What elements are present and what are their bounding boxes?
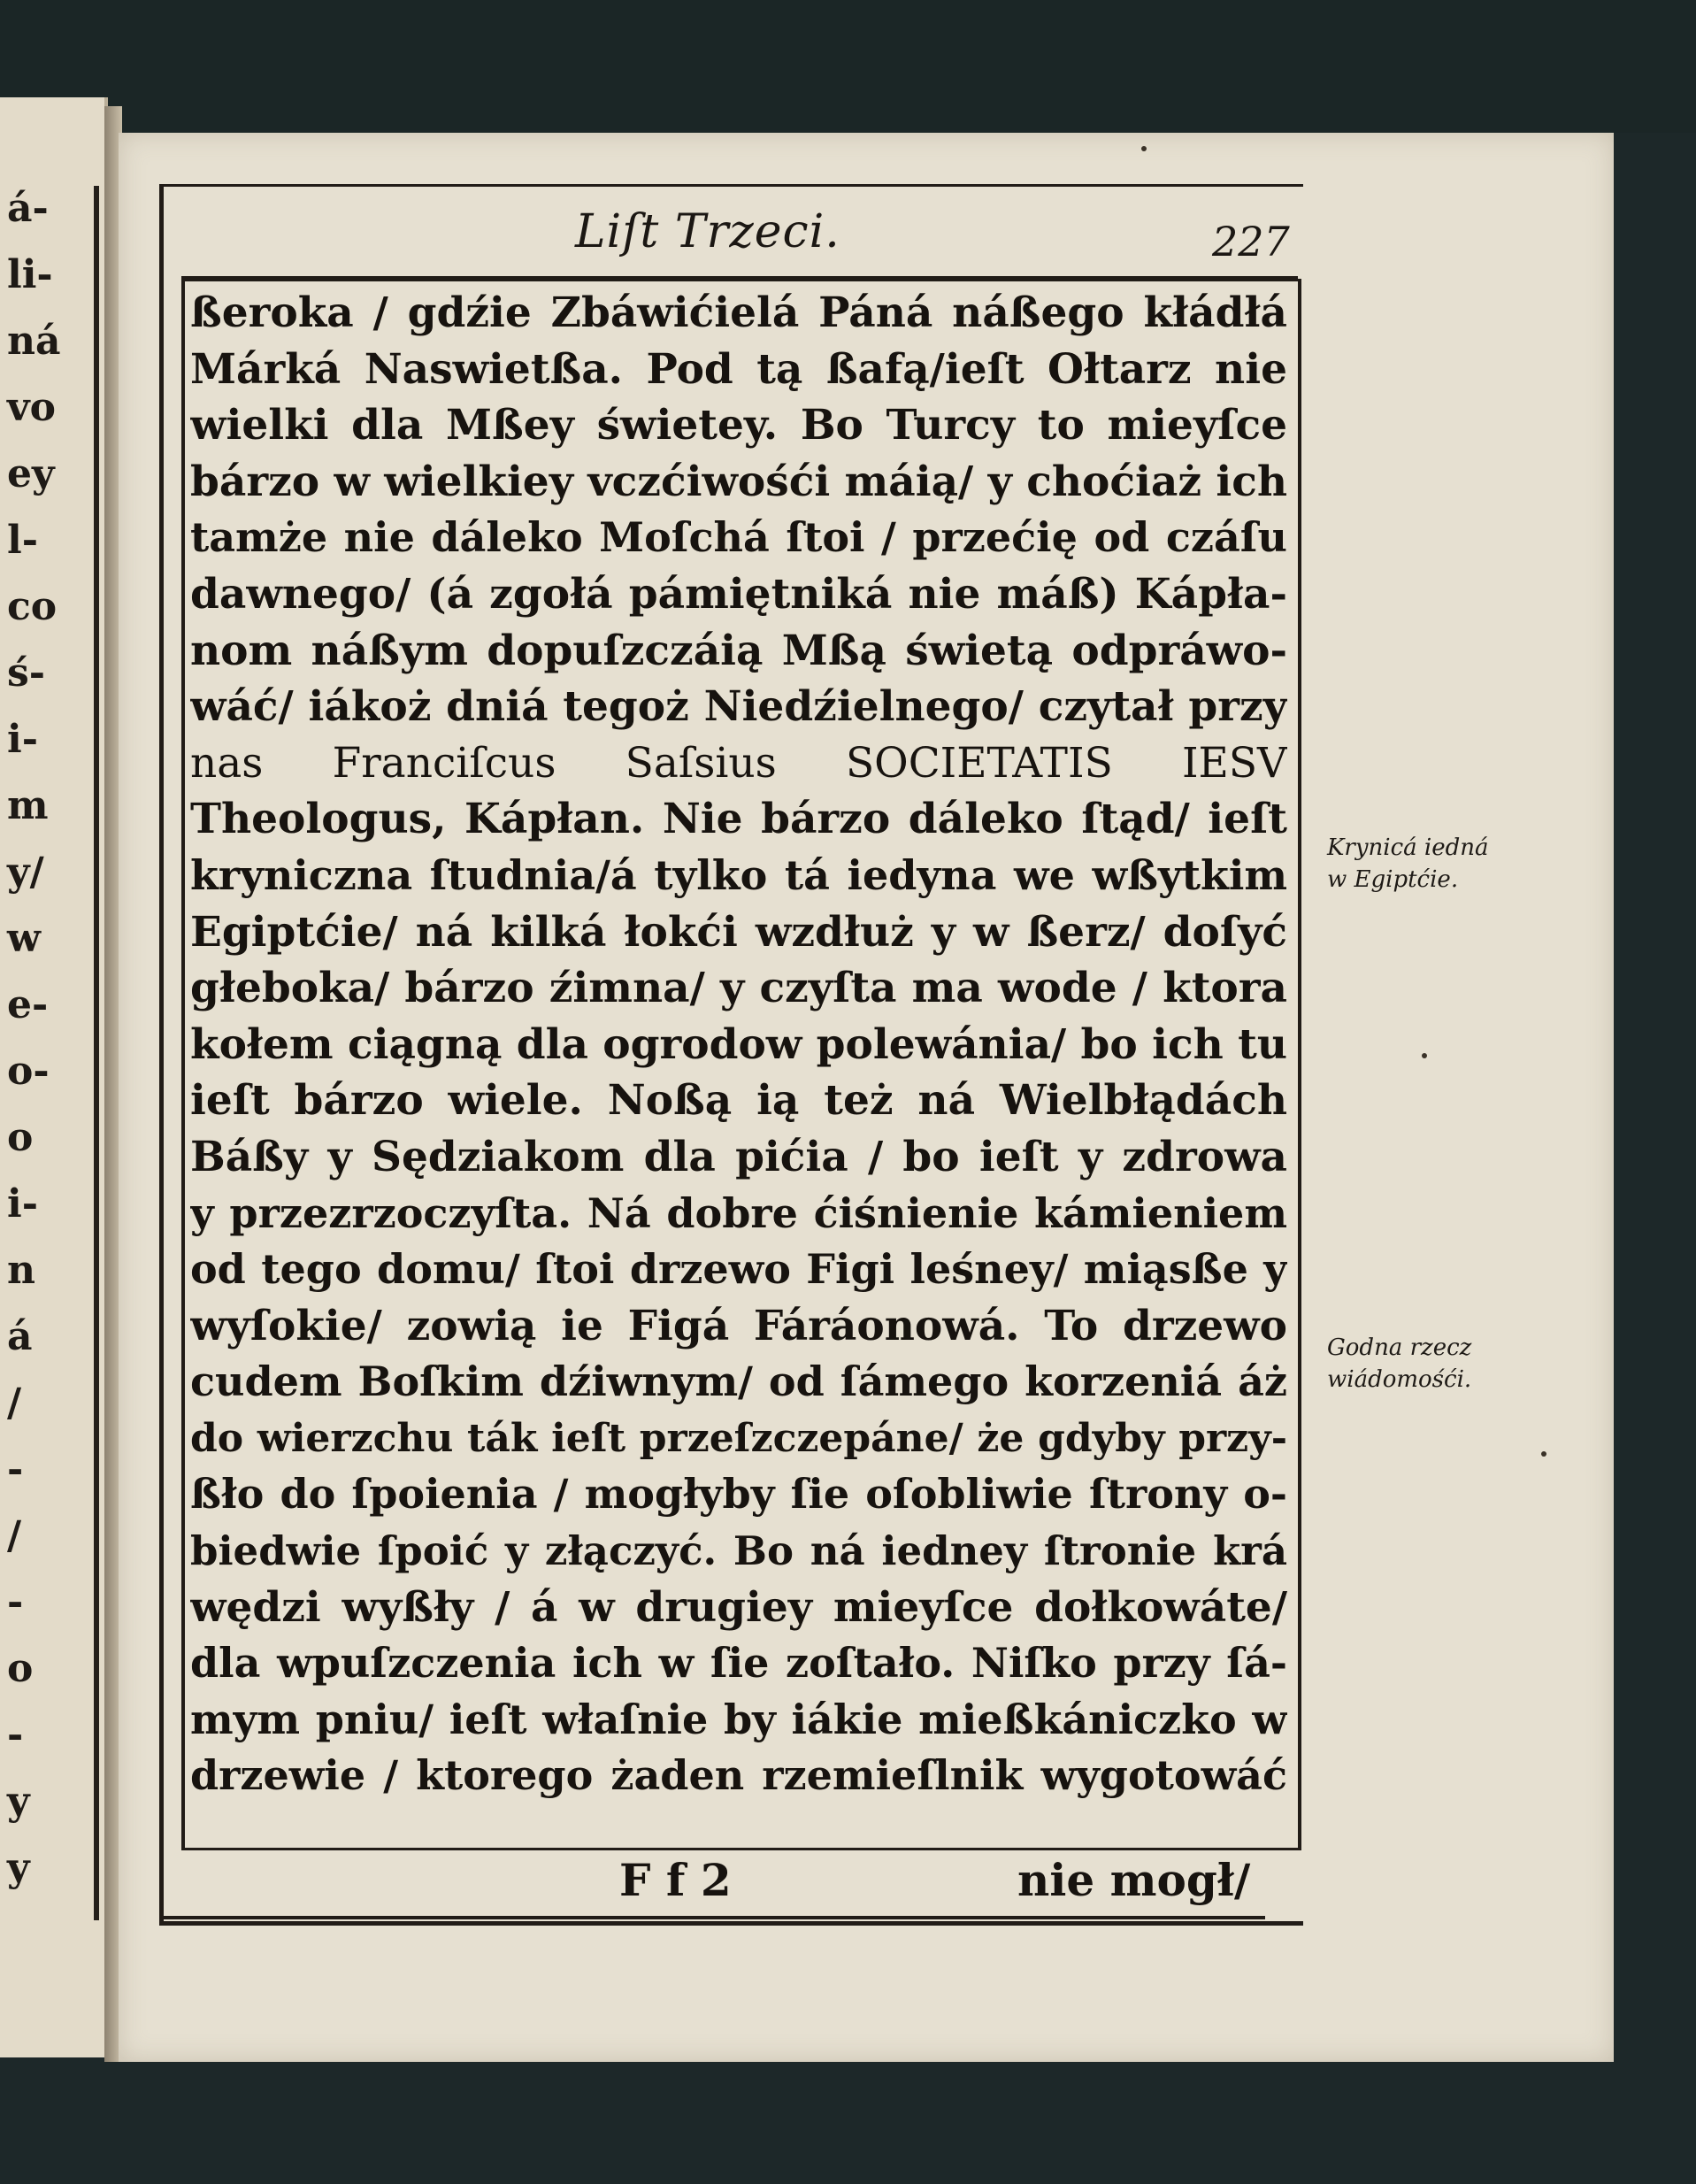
scanner-top-strip	[0, 0, 1696, 133]
main-text-block	[190, 285, 1287, 1804]
text-line: dla wpuſzczenia ich w ſie zoſtało. Niſko przy ſá-	[190, 1639, 1287, 1688]
text-line: wędzi wyßły / á w drugiey mieyſce dołkowáte/	[190, 1582, 1287, 1632]
left-page-text-fragment: -	[7, 1580, 24, 1625]
left-page-text-fragment: n	[7, 1248, 35, 1293]
left-page-text-fragment: y	[7, 1845, 30, 1890]
text-line: Theologus, Kápłan. Nie bárzo dáleko ſtąd/ ieſt	[190, 795, 1287, 844]
left-page-text-fragment: co	[7, 584, 58, 629]
header-rule	[181, 276, 1298, 279]
text-line: y przezrzoczyſta. Ná dobre ćiśnienie kámieniem	[190, 1188, 1287, 1237]
left-facing-page	[0, 97, 108, 2057]
left-page-text-fragment: y	[7, 1779, 30, 1824]
bottom-rule	[159, 1916, 1265, 1919]
running-head: Liſt Trzeci.	[575, 205, 840, 258]
left-page-text-fragment: vo	[7, 385, 56, 430]
left-page-text-fragment: w	[7, 916, 41, 961]
left-page-text-fragment: o	[7, 1115, 34, 1160]
text-line: ieſt bárzo wiele. Noßą ią też ná Wielbłądách	[190, 1076, 1287, 1126]
left-page-text-fragment: li-	[7, 252, 53, 297]
marginal-note	[1327, 832, 1489, 896]
text-line: cudem Boſkim dźiwnym/ od ſámego korzeniá áż	[190, 1357, 1287, 1406]
left-page-text-fragment: á-	[7, 186, 49, 231]
text-line: Egiptćie/ ná kilká łokći wzdłuż y w ßerz/ doſyć	[190, 907, 1287, 957]
text-line: dawnego/ (á zgołá pámiętniká nie máß) Kápła-	[190, 569, 1287, 619]
text-line: ßeroka / gdźie Zbáwićielá Páná náßego kłádłá	[190, 288, 1287, 337]
signature-mark: F f 2	[619, 1854, 732, 1906]
left-page-text-fragment: o-	[7, 1049, 50, 1094]
left-page-text-fragment: ey	[7, 451, 55, 496]
left-page-text-fragment: m	[7, 783, 49, 828]
text-line: wielki dla Mßey świetey. Bo Turcy to mieyſce	[190, 401, 1287, 450]
text-line: bárzo w wielkiey vczćiwośći máią/ y choćiaż ich	[190, 457, 1287, 506]
text-line: tamże nie dáleko Moſchá ſtoi / przećię od czáſu	[190, 513, 1287, 562]
text-line: ßło do ſpoienia / mogłyby ſie oſobliwie ſtrony o-	[190, 1470, 1287, 1519]
catchword: nie mogł/	[1017, 1854, 1251, 1906]
paper-speck	[1141, 146, 1147, 151]
text-line: głeboka/ bárzo źimna/ y czyſta ma wode / ktora	[190, 964, 1287, 1013]
left-page-text-fragment: y/	[7, 850, 44, 895]
text-line: do wierzchu ták ieſt przeſzczepáne/ że gdyby przy-	[190, 1415, 1287, 1461]
left-page-text-fragment: /	[7, 1380, 22, 1426]
left-page-text-fragment: ná	[7, 319, 61, 364]
text-line: kołem ciągną dla ogrodow polewánia/ bo ich tu	[190, 1019, 1287, 1069]
marginal-note	[1327, 1332, 1471, 1396]
marginal-note-line: Godna rzecz	[1327, 1334, 1472, 1361]
marginal-note-line: Krynicá iedná	[1327, 834, 1489, 861]
paper-speck	[1422, 1053, 1427, 1058]
left-page-text-fragment: -	[7, 1447, 24, 1492]
text-line: od tego domu/ ſtoi drzewo Figi leśney/ miąsße y	[190, 1245, 1287, 1294]
left-page-text-fragment: e-	[7, 982, 49, 1027]
left-page-text-fragment: i-	[7, 717, 38, 762]
text-line: mym pniu/ ieſt właſnie by iákie mießkániczko w	[190, 1695, 1287, 1743]
left-page-text-fragment: o	[7, 1646, 34, 1691]
text-line: nas Franciſcus Saſsius SOCIETATIS IESV	[190, 738, 1287, 788]
left-page-text-fragment: á	[7, 1314, 33, 1359]
text-line: Báßy y Sędziakom dla pićia / bo ieſt y zdrowa	[190, 1132, 1287, 1181]
text-line: kryniczna ſtudnia/á tylko tá iedyna we wßytkim	[190, 850, 1287, 899]
marginal-note-line: wiádomośći.	[1327, 1366, 1472, 1393]
left-page-text-fragment: -	[7, 1712, 24, 1757]
left-page-frame-rule	[94, 186, 99, 1920]
left-page-text-fragment: i-	[7, 1181, 38, 1227]
paper-speck	[1541, 1451, 1546, 1457]
text-line: wáć/ iákoż dniá tegoż Niedźielnego/ czytał przy	[190, 682, 1287, 732]
left-page-text-fragment: l-	[7, 518, 38, 563]
text-line: nom náßym dopuſzczáią Mßą świetą odpráwo-	[190, 626, 1287, 675]
marginal-note-line: w Egiptćie.	[1327, 866, 1459, 893]
text-line: Márká Naswietßa. Pod tą ßafą/ieſt Ołtarz nie	[190, 344, 1287, 394]
left-page-text-fragment: /	[7, 1513, 22, 1558]
page-number: 227	[1212, 218, 1290, 265]
text-line: biedwie ſpoić y złączyć. Bo ná iedney ſtronie krá	[190, 1527, 1287, 1575]
text-line: drzewie / ktorego żaden rzemieſlnik wygotowáć	[190, 1751, 1287, 1800]
left-page-text-fragment: ś-	[7, 650, 46, 696]
text-line: wyſokie/ zowią ie Figá Fáráonowá. To drzewo	[190, 1301, 1287, 1350]
